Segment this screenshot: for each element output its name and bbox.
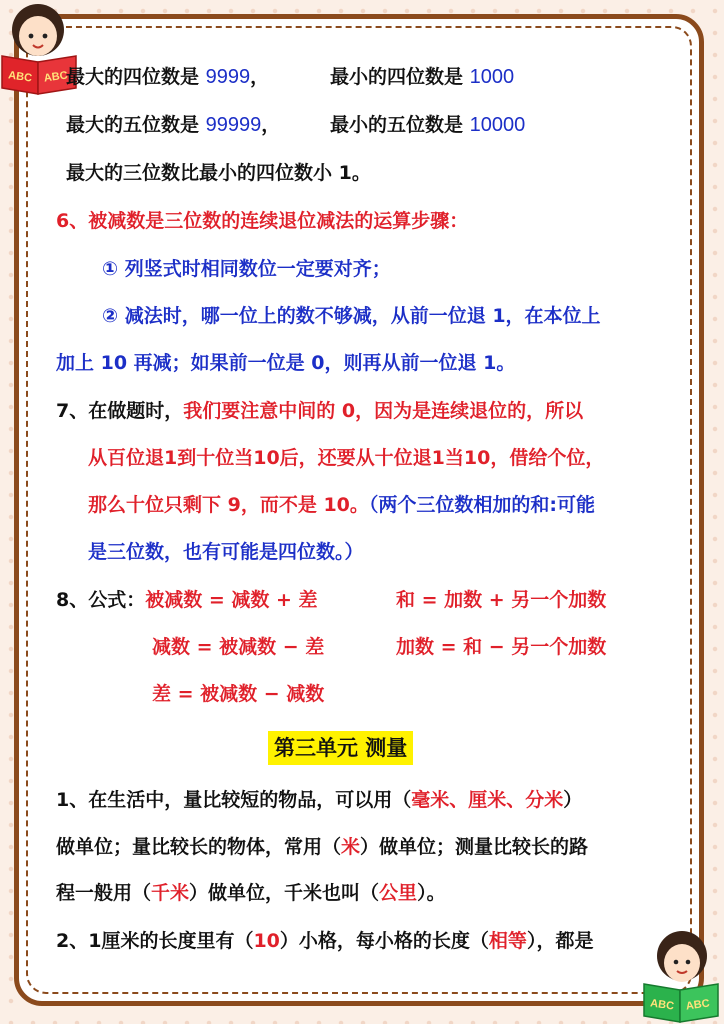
- line-min-five-digit: 最小的五位数是 10000: [330, 114, 526, 136]
- measure-item-2-line-1: 2、1厘米的长度里有（10）小格，每小格的长度（相等），都是: [56, 930, 594, 952]
- formula-difference: 差 = 被减数 − 减数: [152, 683, 325, 705]
- item-6-heading: 6、被减数是三位数的连续退位减法的运算步骤：: [56, 210, 469, 232]
- item-6-step-2: ② 减法时，哪一位上的数不够减，从前一位退 1，在本位上: [102, 305, 601, 327]
- line-max-five-digit: 最大的五位数是 99999，: [66, 114, 281, 136]
- measure-item-1-line-2: 做单位；量比较长的物体，常用（米）做单位；测量比较长的路: [56, 836, 589, 858]
- line-max-four-digit: 最大的四位数是 9999，: [66, 66, 270, 88]
- line-min-four-digit: 最小的四位数是 1000: [330, 66, 515, 88]
- item-7-line-1: 7、在做题时，我们要注意中间的 0，因为是连续退位的，所以: [56, 400, 584, 422]
- item-6-step-2-cont: 加上 10 再减；如果前一位是 0，则再从前一位退 1。: [56, 352, 516, 374]
- book-text-right: ABC: [685, 997, 711, 1013]
- measure-item-1-line-1: 1、在生活中，量比较短的物品，可以用（毫米、厘米、分米）: [56, 789, 583, 811]
- unit-3-heading: 第三单元 测量: [268, 731, 413, 765]
- line-three-vs-four-digit: 最大的三位数比最小的四位数小 1。: [66, 162, 371, 184]
- formula-addend: 加数 = 和 − 另一个加数: [396, 636, 607, 658]
- item-7-line-4: 是三位数，也有可能是四位数。）: [88, 541, 364, 563]
- item-8-line-1: 8、公式：被减数 = 减数 + 差: [56, 589, 318, 611]
- book-text-right: ABC: [43, 69, 69, 85]
- item-6-step-1: ① 列竖式时相同数位一定要对齐；: [102, 258, 391, 280]
- measure-item-1-line-3: 程一般用（千米）做单位，千米也叫（公里）。: [56, 882, 446, 904]
- item-7-line-3: 那么十位只剩下 9，而不是 10。（两个三位数相加的和:可能: [88, 494, 596, 516]
- formula-subtrahend: 减数 = 被减数 − 差: [152, 636, 325, 658]
- formula-sum: 和 = 加数 + 另一个加数: [396, 589, 607, 611]
- book-text-left: ABC: [7, 69, 33, 85]
- item-7-line-2: 从百位退1到十位当10后，还要从十位退1当10，借给个位，: [88, 447, 605, 469]
- book-text-left: ABC: [649, 997, 675, 1013]
